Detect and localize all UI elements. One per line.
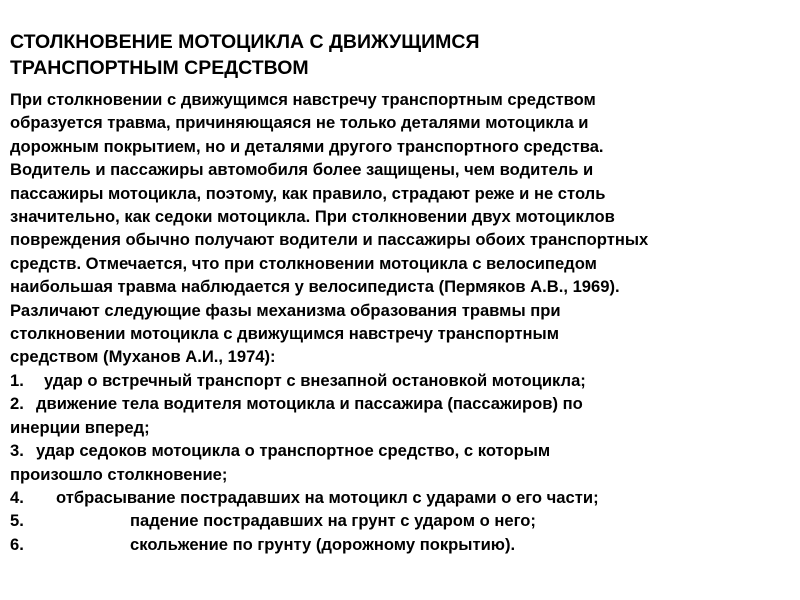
paragraph-line: Водитель и пассажиры автомобиля более защищены, чем водитель и: [10, 160, 594, 180]
phase-text: движение тела водителя мотоцикла и пассажира (пассажиров) по: [36, 394, 583, 414]
paragraph-line: средств. Отмечается, что при столкновении мотоцикла с велосипедом: [10, 253, 597, 273]
paragraph-line: Различают следующие фазы механизма образования травмы при: [10, 300, 561, 320]
phase-item: [10, 509, 795, 532]
phase-text: отбрасывание пострадавших на мотоцикл с ударами о его части;: [56, 487, 599, 507]
paragraph-line: средством (Муханов А.И., 1974):: [10, 347, 276, 367]
phase-number: 4.: [10, 487, 24, 507]
title-line: ТРАНСПОРТНЫМ СРЕДСТВОМ: [10, 57, 309, 79]
phase-number: 1.: [10, 370, 24, 390]
paragraph-line: образуется травма, причиняющаяся не только деталями мотоцикла и: [10, 113, 589, 133]
paragraph-line: повреждения обычно получают водители и пассажиры обоих транспортных: [10, 230, 649, 250]
paragraph-line: значительно, как седоки мотоцикла. При столкновении двух мотоциклов: [10, 207, 615, 227]
phase-item-continuation: [10, 463, 795, 486]
paragraph-line: наибольшая травма наблюдается у велосипедиста (Пермяков А.В., 1969).: [10, 277, 620, 297]
phase-text: удар о встречный транспорт с внезапной остановкой мотоцикла;: [44, 370, 586, 390]
phase-item: [10, 486, 795, 509]
title-line: СТОЛКНОВЕНИЕ МОТОЦИКЛА С ДВИЖУЩИМСЯ: [10, 31, 480, 53]
phase-item-continuation: [10, 416, 795, 439]
paragraph-line: столкновении мотоцикла с движущимся навстречу транспортным: [10, 324, 560, 344]
phase-text: инерции вперед;: [10, 417, 150, 437]
phase-number: 3.: [10, 441, 24, 461]
phase-item: [10, 533, 795, 556]
phase-item: [10, 392, 795, 415]
phase-text: скольжение по грунту (дорожному покрытию).: [130, 534, 516, 554]
phase-text: произошло столкновение;: [10, 464, 228, 484]
paragraph-line: пассажиры мотоцикла, поэтому, как правило, страдают реже и не столь: [10, 183, 606, 203]
phase-list: [10, 369, 795, 556]
phase-item: [10, 439, 795, 462]
phase-item: [10, 369, 795, 392]
paragraph-line: дорожным покрытием, но и деталями другого транспортного средства.: [10, 136, 604, 156]
phase-text: удар седоков мотоцикла о транспортное средство, с которым: [36, 441, 551, 461]
phase-number: 2.: [10, 394, 24, 414]
phase-number: 6.: [10, 534, 24, 554]
paragraph-line: При столкновении с движущимся навстречу транспортным средством: [10, 90, 596, 109]
phase-text: падение пострадавших на грунт с ударом о него;: [130, 511, 536, 531]
phase-number: 5.: [10, 511, 24, 531]
slide-title: [10, 29, 770, 81]
slide-body: [10, 88, 795, 556]
